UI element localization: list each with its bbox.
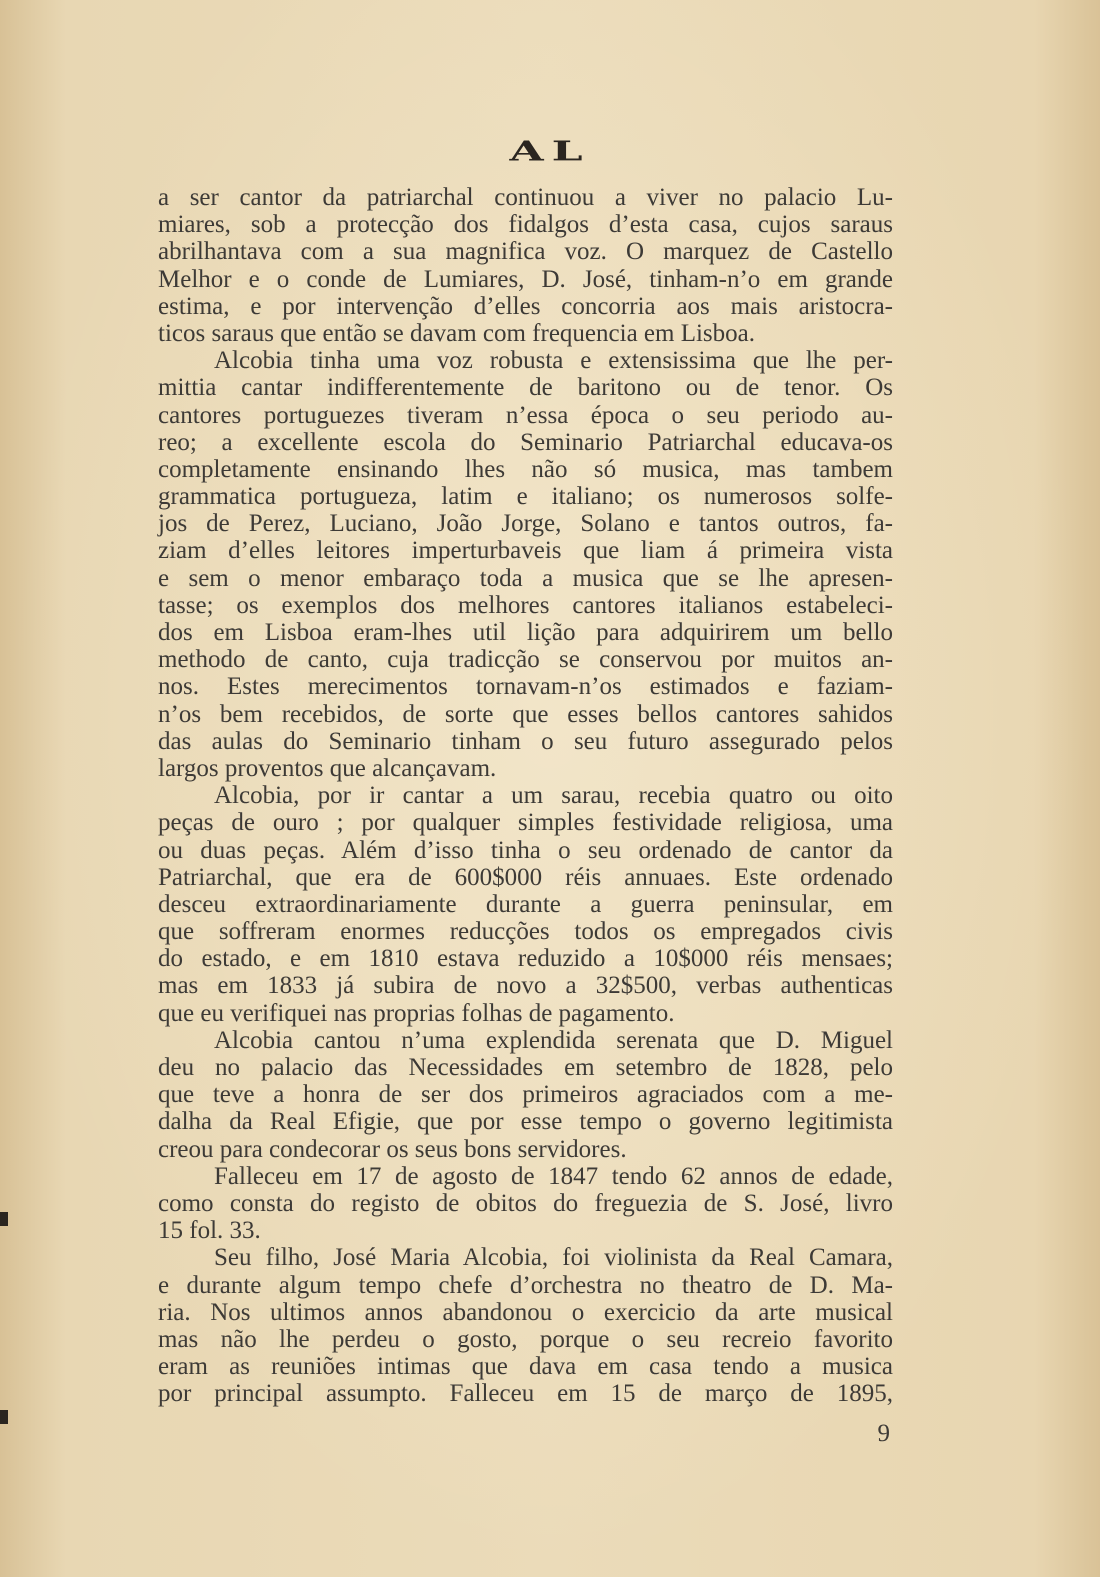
text-line: e durante algum tempo chefe d’orchestra no theatro de D. Ma-	[158, 1271, 893, 1299]
text-line: 15 fol. 33.	[158, 1217, 261, 1245]
page-number: 9	[877, 1420, 890, 1447]
text-line: Alcobia, por ir cantar a um sarau, recebia quatro ou oito	[214, 782, 893, 810]
text-line: cantores portuguezes tiveram n’essa época o seu periodo au-	[158, 401, 893, 429]
text-line: peças de ouro ; por qualquer simples festividade religiosa, uma	[158, 809, 893, 837]
running-header: AL	[509, 135, 591, 168]
text-line: dos em Lisboa eram-lhes util lição para adquirirem um bello	[158, 619, 893, 646]
text-line: Patriarchal, que era de 600$000 réis annuaes. Este ordenado	[158, 863, 893, 891]
text-line: Melhor e o conde de Lumiares, D. José, tinham-n’o em grande	[158, 265, 893, 293]
text-line: por principal assumpto. Falleceu em 15 de março de 1895,	[158, 1380, 893, 1408]
text-line: abrilhantava com a sua magnifica voz. O marquez de Castello	[158, 238, 893, 266]
text-line: n’os bem recebidos, de sorte que esses bellos cantores sahidos	[158, 700, 893, 728]
text-line: ziam d’elles leitores imperturbaveis que liam á primeira vista	[158, 537, 893, 565]
text-line: a ser cantor da patriarchal continuou a viver no palacio Lu-	[158, 184, 893, 211]
text-line: largos proventos que alcançavam.	[158, 754, 497, 782]
text-line: ou duas peças. Além d’isso tinha o seu ordenado de cantor da	[158, 836, 893, 864]
text-line: que eu verifiquei nas proprias folhas de pagamento.	[158, 999, 675, 1027]
text-line: Alcobia cantou n’uma explendida serenata que D. Miguel	[214, 1026, 893, 1054]
text-line: que soffreram enormes reducções todos os empregados civis	[158, 918, 893, 946]
text-line: ria. Nos ultimos annos abandonou o exercicio da arte musical	[158, 1298, 893, 1326]
binding-mark	[0, 1410, 8, 1424]
binding-mark	[0, 1212, 8, 1226]
text-line: desceu extraordinariamente durante a guerra peninsular, em	[158, 890, 893, 918]
text-line: que teve a honra de ser dos primeiros agraciados com a me-	[158, 1081, 893, 1109]
text-line: completamente ensinando lhes não só musica, mas tambem	[158, 455, 893, 483]
text-line: mas em 1833 já subira de novo a 32$500, verbas authenticas	[158, 972, 893, 1000]
text-line: miares, sob a protecção dos fidalgos d’esta casa, cujos saraus	[158, 211, 893, 239]
text-line: methodo de canto, cuja tradicção se conservou por muitos an-	[158, 646, 893, 674]
text-line: Seu filho, José Maria Alcobia, foi violinista da Real Camara,	[214, 1244, 893, 1272]
text-line: tasse; os exemplos dos melhores cantores italianos estabeleci-	[158, 591, 893, 619]
text-line: das aulas do Seminario tinham o seu futuro assegurado pelos	[158, 727, 893, 755]
text-line: estima, e por intervenção d’elles concorria aos mais aristocra-	[158, 292, 893, 320]
text-line: deu no palacio das Necessidades em setembro de 1828, pelo	[158, 1054, 893, 1081]
text-line: Falleceu em 17 de agosto de 1847 tendo 62 annos de edade,	[214, 1162, 893, 1190]
text-line: reo; a excellente escola do Seminario Patriarchal educava-os	[158, 428, 893, 456]
body-text	[158, 184, 893, 1407]
text-line: como consta do registo de obitos do freguezia de S. José, livro	[158, 1189, 893, 1217]
text-line: mittia cantar indifferentemente de baritono ou de tenor. Os	[158, 374, 893, 402]
text-line: Alcobia tinha uma voz robusta e extensissima que lhe per-	[214, 347, 893, 375]
text-line: dalha da Real Efigie, que por esse tempo o governo legitimista	[158, 1108, 893, 1136]
text-line: mas não lhe perdeu o gosto, porque o seu recreio favorito	[158, 1325, 893, 1353]
text-line: eram as reuniões intimas que dava em casa tendo a musica	[158, 1353, 893, 1381]
text-line: creou para condecorar os seus bons servidores.	[158, 1135, 627, 1163]
text-line: grammatica portugueza, latim e italiano; os numerosos solfe-	[158, 483, 893, 511]
text-line: nos. Estes merecimentos tornavam-n’os estimados e faziam-	[158, 673, 893, 701]
text-line: do estado, e em 1810 estava reduzido a 10$000 réis mensaes;	[158, 945, 893, 973]
text-line: e sem o menor embaraço toda a musica que se lhe apresen-	[158, 564, 893, 592]
text-line: ticos saraus que então se davam com frequencia em Lisboa.	[158, 319, 755, 347]
text-line: jos de Perez, Luciano, João Jorge, Solano e tantos outros, fa-	[158, 510, 893, 538]
